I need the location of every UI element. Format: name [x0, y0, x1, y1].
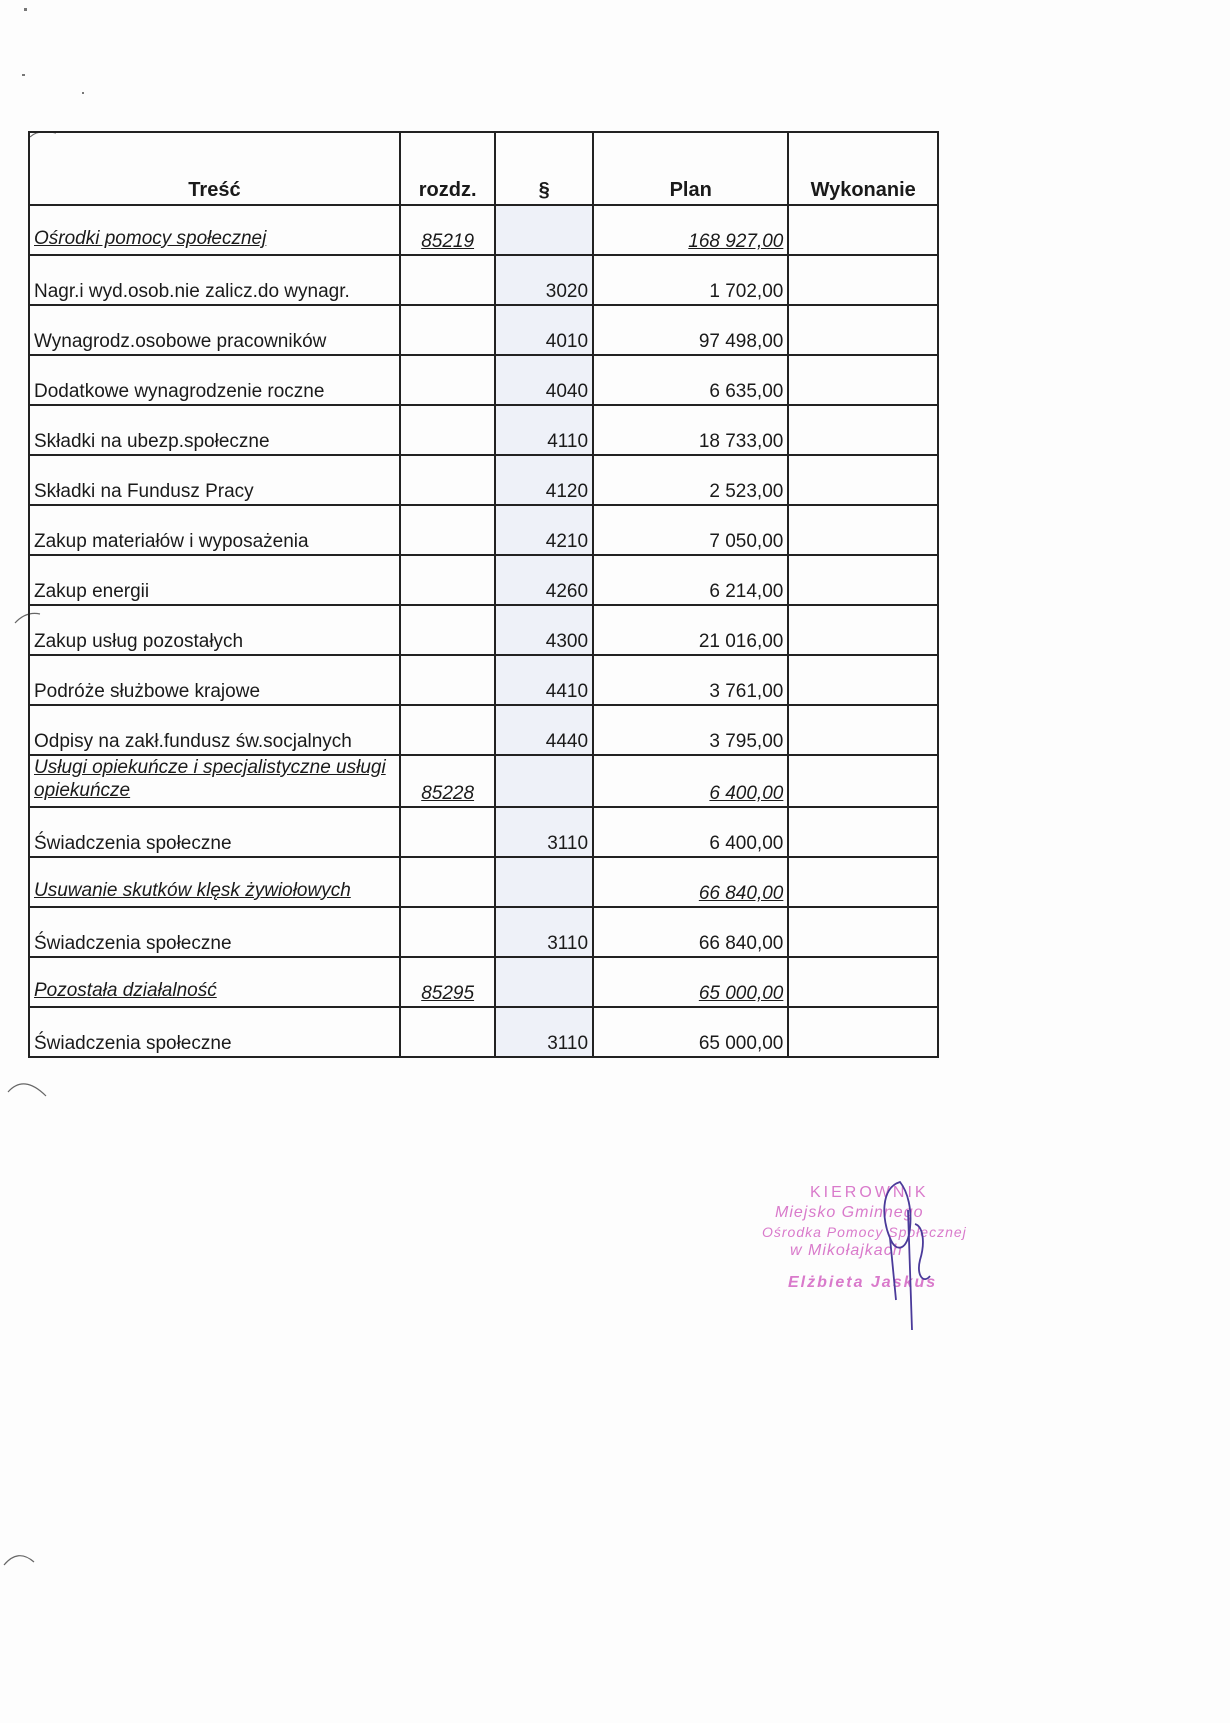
cell-wykonanie: [788, 205, 938, 255]
table-row: [29, 655, 938, 705]
header-row: [29, 132, 938, 205]
official-stamp: [740, 1180, 1040, 1380]
cell-paragraf: [495, 405, 593, 455]
header-plan: Plan: [593, 132, 788, 205]
cell-tresc: [29, 205, 400, 255]
cell-plan-text: 65 000,00: [698, 1033, 784, 1054]
header-paragraf: §: [495, 132, 593, 205]
table-row: [29, 305, 938, 355]
cell-rozdz-text: 85295: [421, 983, 475, 1004]
cell-rozdz-text: 85228: [421, 783, 475, 804]
cell-wykonanie: [788, 305, 938, 355]
cell-rozdz: [400, 205, 496, 255]
cell-wykonanie: [788, 555, 938, 605]
cell-wykonanie: [788, 605, 938, 655]
cell-paragraf-text: 4110: [547, 431, 589, 452]
cell-plan-text: 3 761,00: [709, 681, 784, 702]
cell-paragraf: [495, 505, 593, 555]
cell-tresc-text: Pozostała działalność: [34, 980, 217, 1001]
cell-rozdz: [400, 405, 496, 455]
cell-wykonanie: [788, 857, 938, 907]
cell-plan-text: 6 635,00: [709, 381, 784, 402]
stamp-line-name: Elżbieta Jaskus: [788, 1274, 938, 1291]
cell-tresc: [29, 957, 400, 1007]
cell-paragraf: [495, 555, 593, 605]
cell-paragraf: [495, 305, 593, 355]
cell-tresc-text: Usługi opiekuńcze i specjalistyczne usługi opiekuńcze: [34, 757, 386, 801]
cell-rozdz: [400, 957, 496, 1007]
cell-wykonanie: [788, 705, 938, 755]
cell-tresc: [29, 555, 400, 605]
cell-tresc: [29, 505, 400, 555]
cell-wykonanie: [788, 1007, 938, 1057]
table-body: [29, 205, 938, 1057]
table-section-row: [29, 205, 938, 255]
cell-plan: [593, 907, 788, 957]
cell-tresc: [29, 655, 400, 705]
table-row: [29, 255, 938, 305]
cell-tresc-text: Wynagrodz.osobowe pracowników: [34, 331, 327, 352]
punch-mark-4: [4, 1556, 34, 1565]
cell-plan: [593, 655, 788, 705]
cell-tresc: [29, 405, 400, 455]
stamp-line-4: w Mikołajkach: [790, 1242, 903, 1259]
cell-wykonanie: [788, 907, 938, 957]
table-row: [29, 405, 938, 455]
cell-paragraf: [495, 957, 593, 1007]
cell-wykonanie: [788, 455, 938, 505]
cell-rozdz: [400, 907, 496, 957]
cell-paragraf: [495, 655, 593, 705]
table-row: [29, 555, 938, 605]
cell-rozdz: [400, 505, 496, 555]
cell-tresc-text: Zakup usług pozostałych: [34, 631, 244, 652]
cell-plan-text: 6 400,00: [709, 833, 784, 854]
cell-tresc-text: Podróże służbowe krajowe: [34, 681, 261, 702]
cell-tresc: [29, 807, 400, 857]
cell-paragraf-text: 3110: [547, 833, 589, 854]
stamp-line-2: Miejsko Gminnego: [775, 1204, 924, 1221]
cell-rozdz: [400, 305, 496, 355]
cell-plan: [593, 555, 788, 605]
cell-paragraf-text: 4300: [545, 631, 589, 652]
cell-paragraf: [495, 605, 593, 655]
cell-tresc-text: Ośrodki pomocy społecznej: [34, 228, 267, 249]
cell-plan: [593, 705, 788, 755]
cell-rozdz: [400, 355, 496, 405]
cell-plan: [593, 857, 788, 907]
table-row: [29, 355, 938, 405]
table-row: [29, 705, 938, 755]
table-row: [29, 1007, 938, 1057]
cell-plan: [593, 505, 788, 555]
table-row: [29, 455, 938, 505]
cell-plan-text: 1 702,00: [709, 281, 784, 302]
punch-mark-3: [8, 1084, 46, 1096]
cell-plan-text: 65 000,00: [698, 983, 784, 1004]
cell-paragraf-text: 4210: [545, 531, 589, 552]
cell-rozdz: [400, 555, 496, 605]
cell-tresc-text: Składki na ubezp.społeczne: [34, 431, 270, 452]
cell-paragraf-text: 4260: [545, 581, 589, 602]
cell-tresc-text: Świadczenia społeczne: [34, 1033, 232, 1054]
cell-paragraf-text: 3110: [547, 933, 589, 954]
cell-tresc: [29, 305, 400, 355]
cell-paragraf: [495, 755, 593, 807]
handwritten-signature: [740, 1180, 1040, 1380]
cell-plan: [593, 405, 788, 455]
cell-plan: [593, 957, 788, 1007]
cell-tresc: [29, 355, 400, 405]
cell-tresc-text: Składki na Fundusz Pracy: [34, 481, 254, 502]
cell-rozdz: [400, 755, 496, 807]
cell-paragraf: [495, 455, 593, 505]
cell-plan-text: 66 840,00: [698, 883, 784, 904]
cell-plan-text: 6 400,00: [709, 783, 784, 804]
cell-rozdz: [400, 807, 496, 857]
cell-wykonanie: [788, 755, 938, 807]
cell-tresc: [29, 755, 400, 807]
cell-tresc: [29, 1007, 400, 1057]
cell-wykonanie: [788, 807, 938, 857]
cell-tresc-text: Usuwanie skutków klęsk żywiołowych: [34, 880, 351, 901]
cell-tresc: [29, 605, 400, 655]
table-section-row: [29, 957, 938, 1007]
table-row: [29, 807, 938, 857]
table-section-row: [29, 755, 938, 807]
cell-tresc: [29, 857, 400, 907]
cell-plan: [593, 305, 788, 355]
cell-tresc-text: Zakup energii: [34, 581, 150, 602]
cell-plan-text: 3 795,00: [709, 731, 784, 752]
cell-paragraf-text: 3110: [547, 1033, 589, 1054]
cell-plan-text: 97 498,00: [698, 331, 784, 352]
cell-plan-text: 66 840,00: [698, 933, 784, 954]
cell-rozdz: [400, 857, 496, 907]
table-row: [29, 907, 938, 957]
cell-plan-text: 6 214,00: [709, 581, 784, 602]
cell-rozdz: [400, 255, 496, 305]
cell-plan: [593, 1007, 788, 1057]
cell-rozdz: [400, 655, 496, 705]
cell-rozdz: [400, 455, 496, 505]
cell-plan: [593, 755, 788, 807]
cell-tresc-text: Dodatkowe wynagrodzenie roczne: [34, 381, 325, 402]
cell-wykonanie: [788, 655, 938, 705]
table-row: [29, 505, 938, 555]
cell-paragraf: [495, 857, 593, 907]
cell-wykonanie: [788, 255, 938, 305]
cell-rozdz: [400, 705, 496, 755]
cell-rozdz-text: 85219: [421, 231, 475, 252]
cell-paragraf-text: 4410: [545, 681, 589, 702]
table-row: [29, 605, 938, 655]
header-wykonanie: Wykonanie: [788, 132, 938, 205]
cell-tresc-text: Nagr.i wyd.osob.nie zalicz.do wynagr.: [34, 281, 350, 302]
cell-plan: [593, 205, 788, 255]
cell-wykonanie: [788, 505, 938, 555]
cell-paragraf: [495, 205, 593, 255]
cell-plan: [593, 455, 788, 505]
cell-tresc-text: Zakup materiałów i wyposażenia: [34, 531, 309, 552]
cell-tresc: [29, 455, 400, 505]
cell-wykonanie: [788, 957, 938, 1007]
cell-tresc-text: Świadczenia społeczne: [34, 933, 232, 954]
cell-paragraf: [495, 355, 593, 405]
cell-plan: [593, 605, 788, 655]
cell-paragraf-text: 4440: [545, 731, 589, 752]
stamp-line-title: KIEROWNIK: [810, 1184, 929, 1201]
cell-paragraf-text: 3020: [545, 281, 589, 302]
cell-plan: [593, 807, 788, 857]
cell-tresc: [29, 705, 400, 755]
cell-paragraf: [495, 807, 593, 857]
budget-table: [28, 131, 939, 1058]
cell-wykonanie: [788, 405, 938, 455]
cell-rozdz: [400, 605, 496, 655]
table-section-row: [29, 857, 938, 907]
cell-paragraf-text: 4010: [545, 331, 589, 352]
cell-paragraf: [495, 1007, 593, 1057]
cell-rozdz: [400, 1007, 496, 1057]
cell-plan-text: 168 927,00: [688, 231, 784, 252]
cell-wykonanie: [788, 355, 938, 405]
cell-tresc: [29, 907, 400, 957]
cell-plan: [593, 355, 788, 405]
cell-tresc-text: Odpisy na zakł.fundusz św.socjalnych: [34, 731, 352, 752]
cell-tresc: [29, 255, 400, 305]
cell-paragraf: [495, 255, 593, 305]
header-tresc: Treść: [29, 132, 400, 205]
cell-plan-text: 21 016,00: [698, 631, 784, 652]
cell-plan-text: 2 523,00: [709, 481, 784, 502]
cell-tresc-text: Świadczenia społeczne: [34, 833, 232, 854]
cell-paragraf-text: 4040: [545, 381, 589, 402]
cell-paragraf: [495, 907, 593, 957]
cell-plan: [593, 255, 788, 305]
stamp-line-3: Ośrodka Pomocy Społecznej: [762, 1224, 967, 1240]
cell-plan-text: 7 050,00: [709, 531, 784, 552]
cell-paragraf-text: 4120: [545, 481, 589, 502]
cell-plan-text: 18 733,00: [698, 431, 784, 452]
cell-paragraf: [495, 705, 593, 755]
header-rozdz: rozdz.: [400, 132, 496, 205]
